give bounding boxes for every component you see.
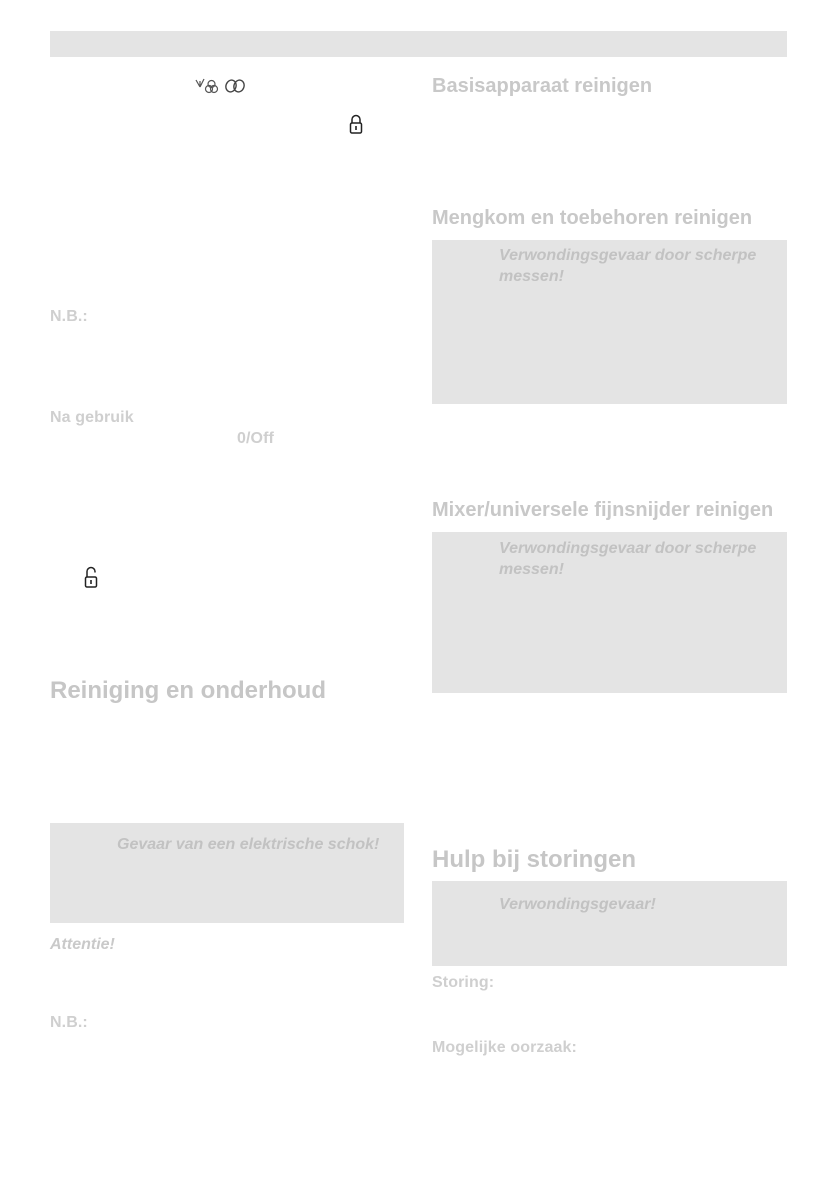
nb-label-2: N.B.: (50, 1014, 88, 1031)
heading-base-cleaning: Basisapparaat reinigen (432, 75, 653, 97)
section-title-cleaning: Reiniging en onderhoud (50, 677, 326, 704)
section-title-help: Hulp bij storingen (432, 846, 636, 873)
herb-icon (193, 77, 221, 95)
lock-closed-icon (349, 114, 363, 134)
warning-knives-text-2: Verwondingsgevaar door scherpe messen! (499, 540, 757, 578)
lock-open-icon (84, 566, 98, 588)
warning-knives-text-1: Verwondingsgevaar door scherpe messen! (499, 247, 757, 285)
fault-label: Storing: (432, 974, 495, 991)
heading-mixer-cleaning: Mixer/universele fijnsnijder reinigen (432, 499, 774, 521)
warning-injury-text: Verwondingsgevaar! (499, 896, 656, 913)
nb-label-1: N.B.: (50, 308, 88, 325)
attention-label: Attentie! (50, 936, 115, 953)
switch-position-label: 0/Off (237, 430, 274, 447)
header-bar (50, 31, 787, 57)
heading-bowl-cleaning: Mengkom en toebehoren reinigen (432, 207, 753, 229)
cause-label: Mogelijke oorzaak: (432, 1039, 577, 1056)
after-use-label: Na gebruik (50, 409, 134, 426)
rings-icon (224, 79, 246, 93)
warning-shock-text: Gevaar van een elektrische schok! (117, 836, 380, 853)
